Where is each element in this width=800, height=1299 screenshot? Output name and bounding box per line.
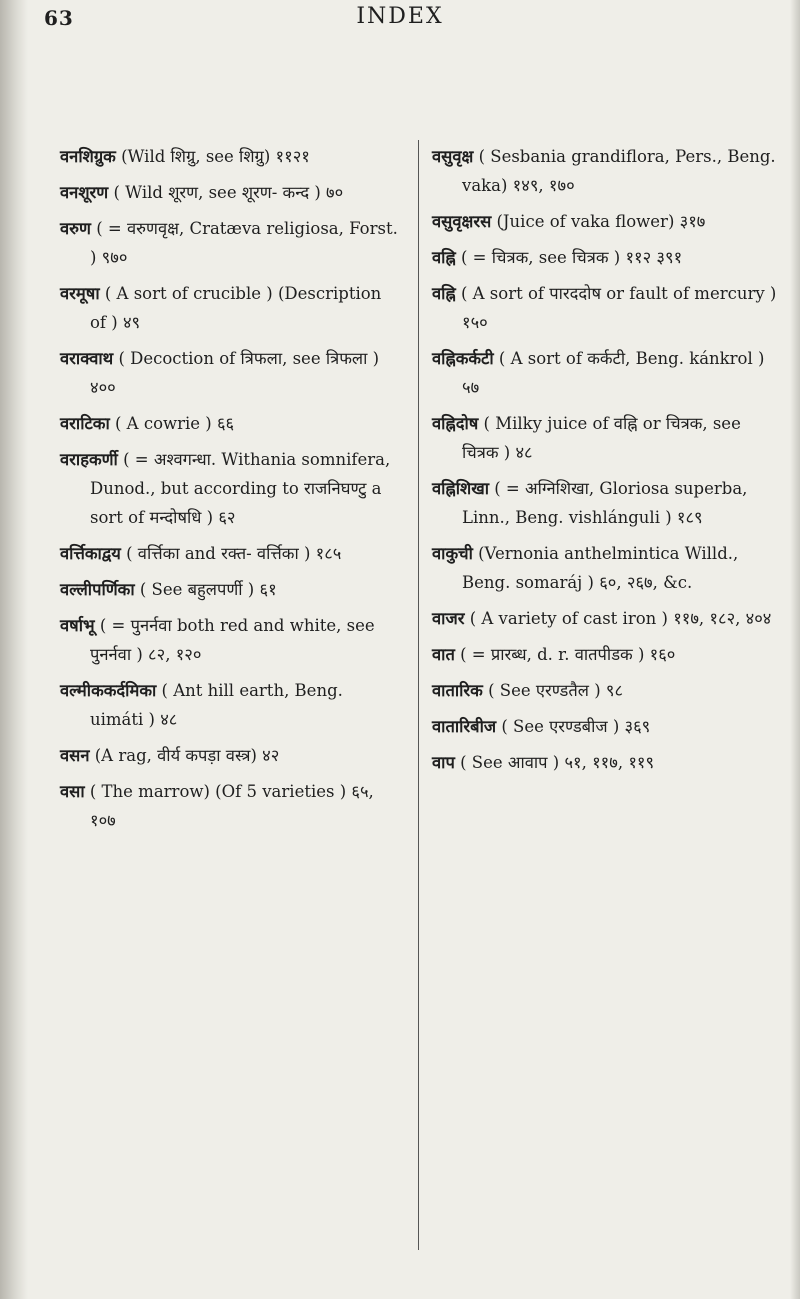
entry-text: ( A sort of कर्कटी, Beng. kánkrol ) ५७ xyxy=(462,349,765,397)
entry-headword: वसुवृक्ष xyxy=(432,147,474,166)
entry-text: ( A cowrie ) ६६ xyxy=(114,414,235,433)
entry-text: ( Sesbania grandiflora, Pers., Beng. vaka) १४९, १७० xyxy=(462,147,776,195)
entry-headword: वाप xyxy=(432,753,455,772)
index-entry xyxy=(432,474,782,532)
entry-text: ( Milky juice of वह्नि or चित्रक, see चित्रक ) ४८ xyxy=(462,414,741,462)
index-entry xyxy=(432,279,782,337)
entry-headword: वर्त्तिकाद्वय xyxy=(60,544,121,563)
index-entry xyxy=(60,741,400,770)
entry-text: ( See एरण्डतैल ) ९८ xyxy=(488,681,624,700)
entry-headword: वसा xyxy=(60,782,85,801)
index-entry xyxy=(60,611,400,669)
entry-headword: वह्नि xyxy=(432,248,456,267)
index-entry xyxy=(432,604,782,633)
entry-headword: वह्निदोष xyxy=(432,414,479,433)
index-entry xyxy=(432,539,782,597)
index-entry xyxy=(60,178,400,207)
entry-text: ( See आवाप ) ५१, ११७, ११९ xyxy=(460,753,655,772)
column-divider xyxy=(418,140,419,1250)
index-entry xyxy=(60,445,400,532)
entry-headword: वल्मीककर्दमिका xyxy=(60,681,157,700)
entry-text: ( = पुनर्नवा both red and white, see पुनर्नवा ) ८२, १२० xyxy=(90,616,375,664)
entry-text: ( = अश्वगन्धा. Withania somnifera, Dunod., but according to राजनिघण्टु a sort of मन्दोषधि ) ६२ xyxy=(90,450,391,527)
index-entry xyxy=(432,142,782,200)
entry-text: (Wild शिग्रु, see शिग्रु) ११२१ xyxy=(121,147,310,166)
entry-headword: वर्षाभू xyxy=(60,616,95,635)
entry-text: ( Decoction of त्रिफला, see त्रिफला ) ४०० xyxy=(90,349,380,397)
index-entry xyxy=(60,539,400,568)
entry-text: (A rag, वीर्य कपड़ा वस्त्र) ४२ xyxy=(94,746,280,765)
entry-text: ( The marrow) (Of 5 varieties ) ६५, १०७ xyxy=(89,782,374,830)
entry-headword: वह्निशिखा xyxy=(432,479,489,498)
index-entry xyxy=(432,676,782,705)
entry-text: ( A sort of पारददोष or fault of mercury ) १५० xyxy=(460,284,777,332)
index-entry xyxy=(432,712,782,741)
entry-headword: वल्लीपर्णिका xyxy=(60,580,135,599)
entry-text: (Vernonia anthelmintica Willd., Beng. somaráj ) ६०, २६७, &c. xyxy=(462,544,739,592)
entry-headword: वातारिक xyxy=(432,681,483,700)
index-entry xyxy=(432,748,782,777)
entry-headword: वरुण xyxy=(60,219,91,238)
page-number: 63 xyxy=(44,6,74,30)
entry-headword: वह्नि xyxy=(432,284,456,303)
entry-text: ( = अग्निशिखा, Gloriosa superba, Linn., Beng. vishlánguli ) १८९ xyxy=(462,479,748,527)
entry-headword: वराक्वाथ xyxy=(60,349,114,368)
index-entry xyxy=(60,142,400,171)
entry-headword: वसुवृक्षरस xyxy=(432,212,492,231)
index-entry xyxy=(60,575,400,604)
entry-headword: वनशूरण xyxy=(60,183,109,202)
page-title: INDEX xyxy=(356,4,444,29)
entry-headword: वातारिबीज xyxy=(432,717,497,736)
index-entry xyxy=(60,676,400,734)
entry-headword: वाजर xyxy=(432,609,465,628)
entry-text: ( = वरुणवृक्ष, Cratæva religiosa, Forst. ) ९७० xyxy=(90,219,398,267)
entry-text: ( A variety of cast iron ) ११७, १८२, ४०४ xyxy=(469,609,772,628)
index-entry xyxy=(60,409,400,438)
index-entry xyxy=(432,207,782,236)
entry-text: ( वर्त्तिका and रक्त- वर्त्तिका ) १८५ xyxy=(126,544,342,563)
index-entry xyxy=(432,640,782,669)
entry-headword: वनशिग्रुक xyxy=(60,147,116,166)
entry-headword: वसन xyxy=(60,746,90,765)
entry-text: ( = चित्रक, see चित्रक ) ११२ ३९१ xyxy=(460,248,683,267)
entry-text: ( See एरण्डबीज ) ३६९ xyxy=(501,717,651,736)
page-outer-edge xyxy=(790,0,800,1299)
page-binding-edge xyxy=(0,0,28,1299)
entry-text: ( Ant hill earth, Beng. uimáti ) ४८ xyxy=(90,681,343,729)
index-entry xyxy=(60,777,400,835)
entry-text: (Juice of vaka flower) ३१७ xyxy=(496,212,706,231)
entry-text: ( = प्रारब्ध, d. r. वातपीडक ) १६० xyxy=(460,645,676,664)
entry-text: ( See बहुलपर्णी ) ६१ xyxy=(139,580,277,599)
index-entry xyxy=(60,214,400,272)
index-entry xyxy=(60,344,400,402)
left-index-column xyxy=(60,142,400,842)
right-index-column xyxy=(432,142,782,784)
index-entry xyxy=(432,243,782,272)
entry-headword: वाकुची xyxy=(432,544,473,563)
entry-headword: वराहकर्णी xyxy=(60,450,118,469)
entry-text: ( A sort of crucible ) (Description of ) ४९ xyxy=(90,284,382,332)
entry-headword: वह्निकर्कटी xyxy=(432,349,494,368)
entry-headword: वात xyxy=(432,645,455,664)
index-entry xyxy=(432,344,782,402)
index-entry xyxy=(60,279,400,337)
entry-text: ( Wild शूरण, see शूरण- कन्द ) ७० xyxy=(113,183,344,202)
entry-headword: वरमूषा xyxy=(60,284,100,303)
entry-headword: वराटिका xyxy=(60,414,110,433)
index-entry xyxy=(432,409,782,467)
